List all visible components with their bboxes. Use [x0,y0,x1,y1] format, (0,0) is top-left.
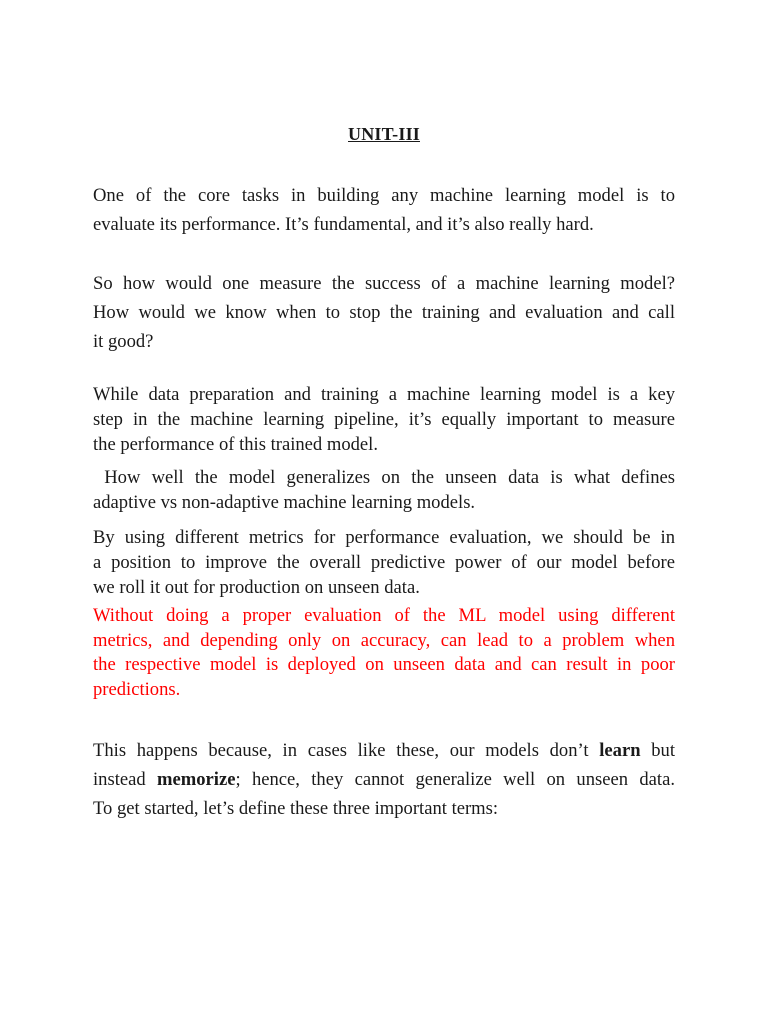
paragraph-line: it good? [93,331,154,352]
paragraph-line: How would we know when to stop the training and evaluation and call [93,302,675,323]
paragraph-line: a position to improve the overall predictive power of our model before [93,552,675,573]
text-run: This happens because, in cases like these, our models don’t [93,740,600,761]
paragraph-line: adaptive vs non-adaptive machine learning models. [93,492,476,513]
paragraph-line: By using different metrics for performance evaluation, we should be in [93,527,675,548]
paragraph-3 [93,382,675,457]
paragraph-line: To get started, let’s define these three important terms: [93,798,499,819]
paragraph-line [93,736,675,765]
paragraph-line: the respective model is deployed on unseen data and can result in poor [93,654,675,675]
bold-term-memorize: memorize [157,769,236,790]
paragraph-line: How well the model generalizes on the unseen data is what defines [93,467,675,488]
paragraph-7 [93,736,675,823]
paragraph-5 [93,525,675,600]
text-run: ; hence, they cannot generalize well on unseen data. [235,769,675,790]
bold-term-learn: learn [599,740,641,761]
paragraph-line: predictions. [93,678,181,700]
paragraph-line: step in the machine learning pipeline, it’s equally important to measure [93,409,675,430]
paragraph-1 [93,181,675,239]
warning-paragraph [93,604,675,702]
paragraph-line: metrics, and depending only on accuracy, can lead to a problem when [93,629,675,651]
paragraph-line: the performance of this trained model. [93,434,378,455]
paragraph-line: evaluate its performance. It’s fundamental, and it’s also really hard. [93,214,594,235]
text-run: instead [93,769,157,790]
paragraph-line: So how would one measure the success of a machine learning model? [93,273,675,294]
paragraph-line: One of the core tasks in building any machine learning model is to [93,185,675,206]
paragraph-4 [93,465,675,515]
paragraph-line: we roll it out for production on unseen data. [93,577,420,598]
paragraph-2 [93,269,675,356]
paragraph-line [93,765,675,794]
text-run: but [640,740,675,761]
page-title: UNIT-III [348,124,420,144]
paragraph-line: While data preparation and training a machine learning model is a key [93,384,675,405]
paragraph-line: Without doing a proper evaluation of the ML model using different [93,605,675,626]
